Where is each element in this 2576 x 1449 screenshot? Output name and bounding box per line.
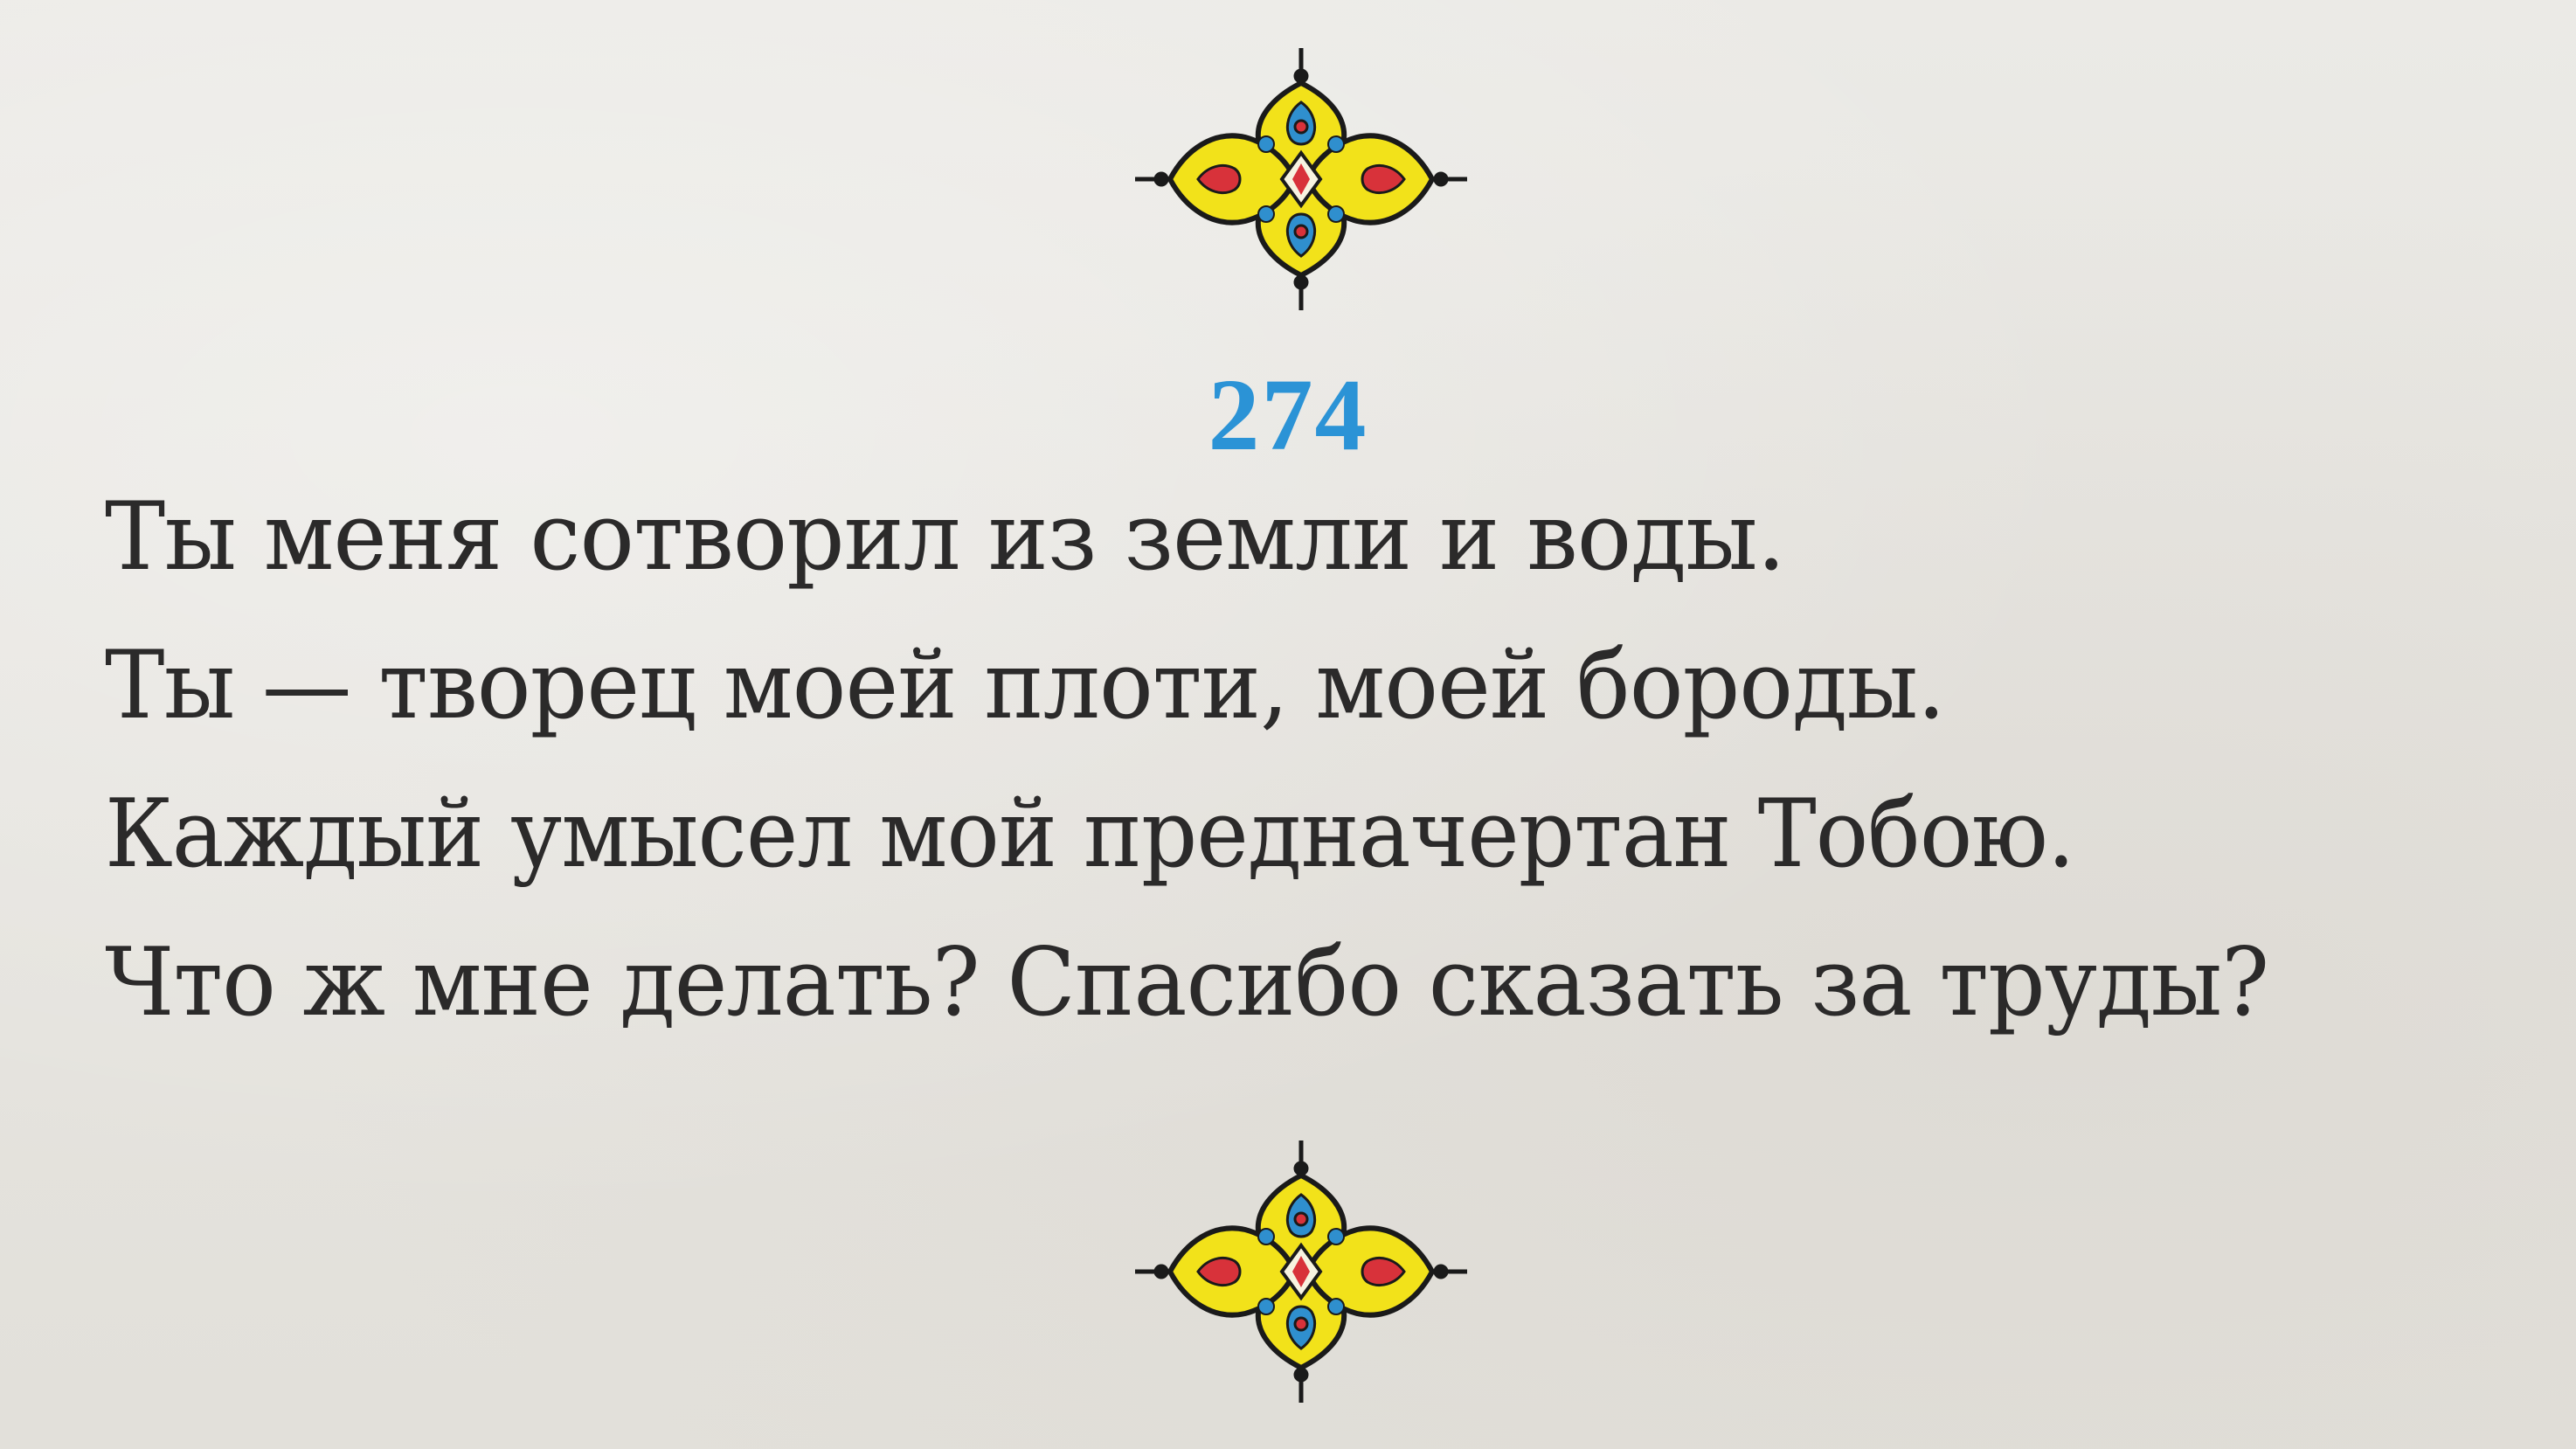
poem-line-3: Каждый умысел мой предначертан Тобою. [105, 780, 2074, 889]
poem-stanza [105, 463, 2517, 1057]
poem-line-4: Что ж мне делать? Спасибо сказать за труды? [105, 928, 2269, 1037]
poem-line-2: Ты — творец моей плоти, моей бороды. [105, 631, 1945, 740]
poem-line-1: Ты меня сотворил из земли и воды. [105, 482, 1785, 592]
top-floral-ornament-icon [1131, 44, 1472, 315]
bottom-floral-ornament-icon [1131, 1136, 1472, 1407]
stanza-number: 274 [1208, 357, 1368, 472]
